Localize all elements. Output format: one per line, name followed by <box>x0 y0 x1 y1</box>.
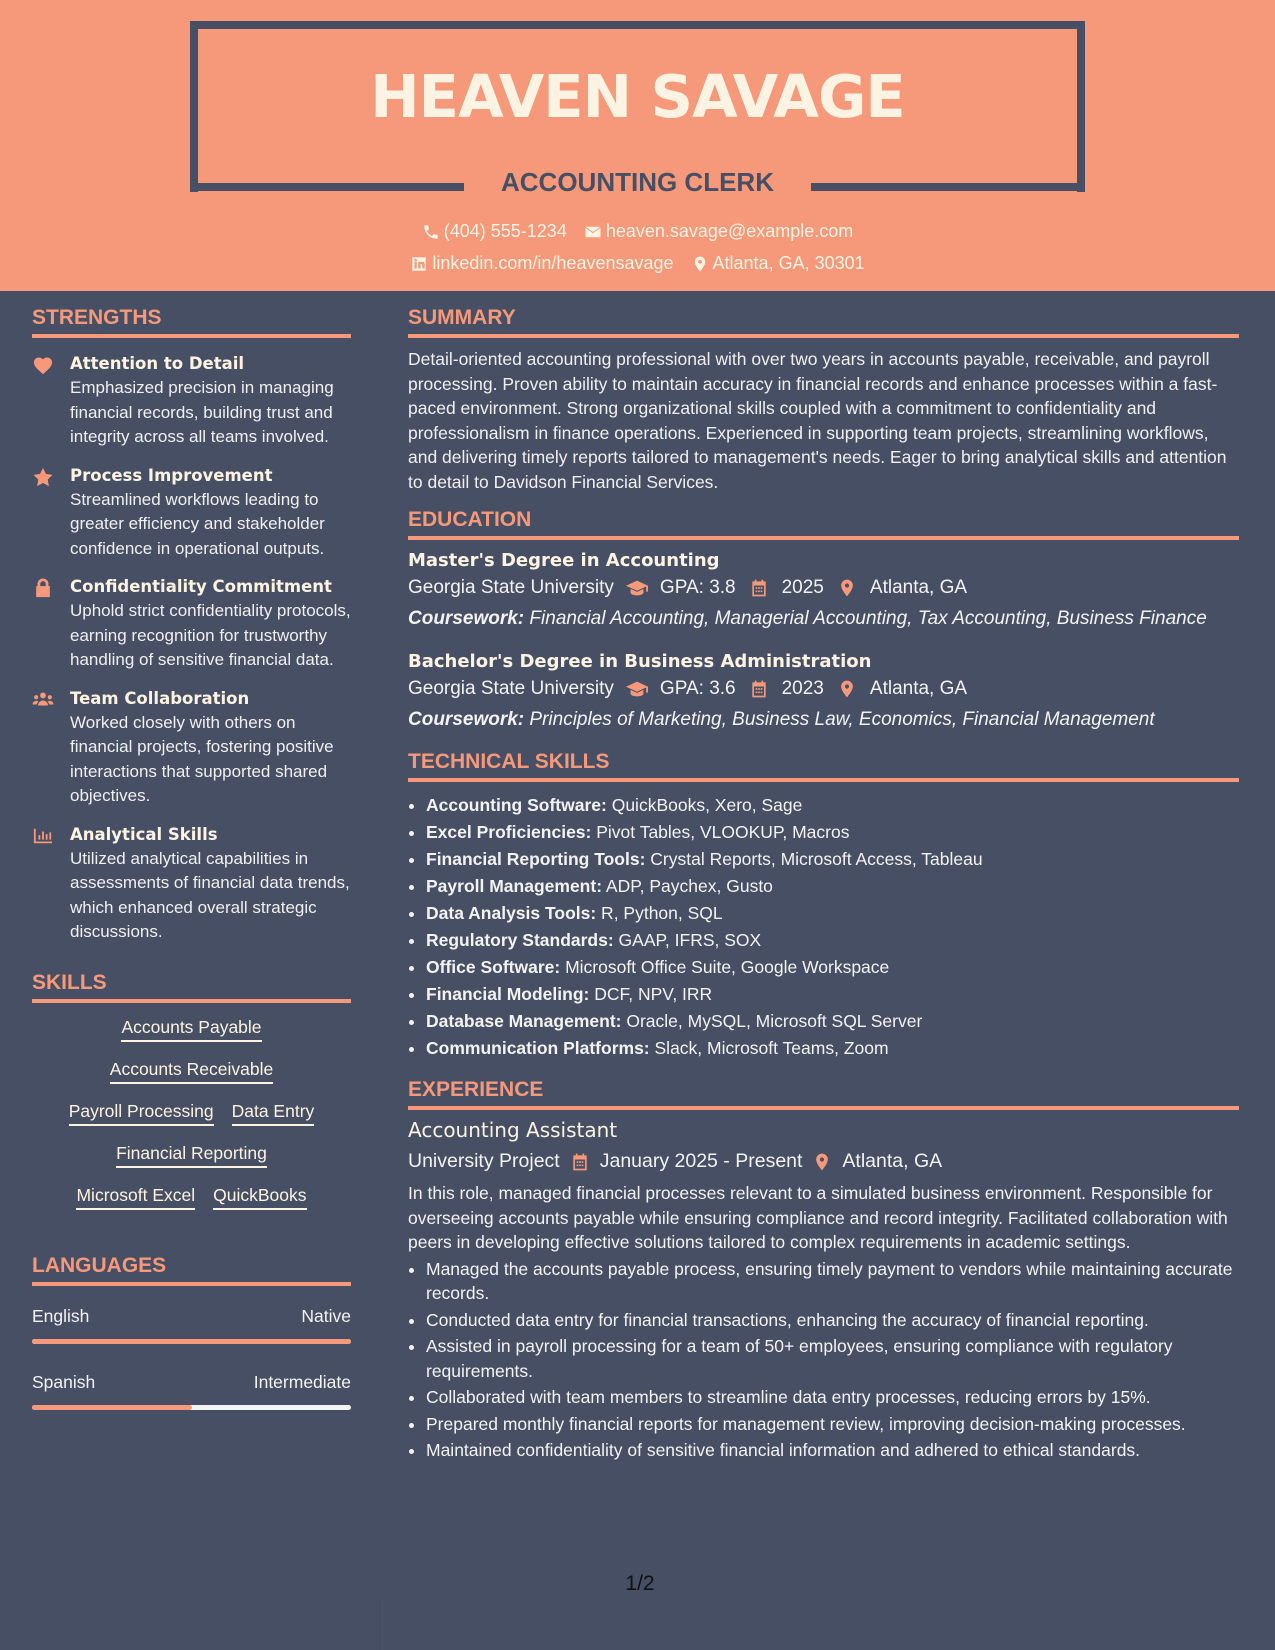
skill-row <box>32 1185 351 1210</box>
language-name: Spanish <box>32 1371 96 1392</box>
coursework-text: Financial Accounting, Managerial Accounting, Tax Accounting, Business Finance <box>524 608 1207 629</box>
language-bar <box>32 1405 351 1410</box>
lock-icon <box>32 578 54 598</box>
job-title: ACCOUNTING CLERK <box>501 167 774 197</box>
strength-title: Confidentiality Commitment <box>70 577 332 596</box>
school-name: Georgia State University <box>408 678 614 699</box>
technical-skills-heading: TECHNICAL SKILLS <box>408 750 1239 782</box>
language-level: Intermediate <box>253 1371 351 1392</box>
coursework-label: Coursework: <box>408 709 525 730</box>
skills-list <box>32 1017 351 1210</box>
skill-row <box>32 1143 351 1168</box>
location-contact <box>691 253 865 274</box>
languages-heading: LANGUAGES <box>32 1254 351 1286</box>
education-heading: EDUCATION <box>408 508 1239 540</box>
left-column <box>32 306 351 1410</box>
chart-icon <box>32 826 54 846</box>
list-item: • Assisted in payroll processing for a team of 50+ employees, ensuring compliance with regulatory requirements. <box>426 1334 1239 1383</box>
phone-icon <box>422 223 440 241</box>
gpa: GPA: 3.6 <box>659 678 736 699</box>
skills-heading: SKILLS <box>32 971 351 1003</box>
skill-tag: QuickBooks <box>213 1185 306 1210</box>
degree-title: Bachelor's Degree in Business Administration <box>408 651 872 672</box>
technical-skills-list <box>408 792 1239 1062</box>
education-meta <box>408 577 1239 599</box>
skill-tag: Microsoft Excel <box>76 1185 195 1210</box>
contact-row-2 <box>0 253 1275 278</box>
strength-title: Process Improvement <box>70 465 273 485</box>
strength-title: Attention to Detail <box>70 354 245 373</box>
page-number: 1/2 <box>625 1572 655 1595</box>
job-location: Atlanta, GA <box>842 1150 943 1172</box>
list-item: • Accounting Software: QuickBooks, Xero, Sage <box>426 792 1239 819</box>
star-icon <box>32 467 54 487</box>
language-bar <box>32 1339 351 1344</box>
language-item <box>32 1306 351 1344</box>
list-item: • Maintained confidentiality of sensitive financial information and adhered to ethical standards. <box>426 1438 1239 1463</box>
location-text: Atlanta, GA, 30301 <box>712 253 865 273</box>
right-column <box>408 306 1239 1465</box>
experience-heading: EXPERIENCE <box>408 1078 1239 1110</box>
strength-text: Uphold strict confidentiality protocols, earning recognition for trustworthy handling of sensitive financial data. <box>70 601 351 669</box>
language-bar-fill <box>32 1339 351 1344</box>
education-item <box>408 651 1239 732</box>
email-text: heaven.savage@example.com <box>605 221 854 241</box>
graduation-year: 2023 <box>781 678 824 699</box>
list-item: • Prepared monthly financial reports for management review, improving decision-making processes. <box>426 1412 1239 1437</box>
list-item: • Data Analysis Tools: R, Python, SQL <box>426 900 1239 927</box>
linkedin-contact[interactable] <box>410 253 673 274</box>
calendar-icon <box>748 578 770 598</box>
frame-bottom-left <box>190 183 464 191</box>
role-title: Accounting Assistant <box>408 1118 618 1142</box>
skill-tag: Financial Reporting <box>116 1143 267 1168</box>
school-name: Georgia State University <box>408 577 614 598</box>
list-item: • Communication Platforms: Slack, Microsoft Teams, Zoom <box>426 1035 1239 1062</box>
language-name: English <box>32 1305 90 1326</box>
users-icon <box>32 690 54 710</box>
map-pin-icon <box>691 255 709 273</box>
skill-row <box>32 1101 351 1126</box>
strengths-heading: STRENGTHS <box>32 306 351 338</box>
skill-tag: Accounts Payable <box>121 1017 261 1042</box>
strength-item <box>32 823 351 945</box>
list-item: • Regulatory Standards: GAAP, IFRS, SOX <box>426 927 1239 954</box>
skill-tag: Payroll Processing <box>69 1101 214 1126</box>
resume-header <box>0 0 1275 291</box>
skill-row <box>32 1017 351 1042</box>
envelope-icon <box>584 223 602 241</box>
list-item: • Excel Proficiencies: Pivot Tables, VLOOKUP, Macros <box>426 819 1239 846</box>
strength-text: Emphasized precision in managing financial records, building trust and integrity across all teams involved. <box>70 378 334 446</box>
list-item: • Database Management: Oracle, MySQL, Microsoft SQL Server <box>426 1008 1239 1035</box>
gpa: GPA: 3.8 <box>659 577 736 598</box>
calendar-icon <box>748 679 770 699</box>
strength-item <box>32 687 351 809</box>
coursework-label: Coursework: <box>408 608 525 629</box>
strength-item <box>32 575 351 673</box>
calendar-icon <box>570 1152 590 1172</box>
language-level: Native <box>301 1305 351 1326</box>
language-bar-fill <box>32 1405 192 1410</box>
coursework-text: Principles of Marketing, Business Law, Economics, Financial Management <box>524 709 1155 730</box>
experience-bullets <box>408 1257 1239 1463</box>
phone-contact[interactable] <box>422 221 567 242</box>
school-location: Atlanta, GA <box>869 577 968 598</box>
date-range: January 2025 - Present <box>599 1150 803 1172</box>
strength-text: Utilized analytical capabilities in assessments of financial data trends, which enhanced overall strategic discussions. <box>70 848 350 941</box>
summary-text: Detail-oriented accounting professional with over two years in accounts payable, receivable, and payroll processing. Proven ability to maintain accuracy in financial records and enhance processes within a fast-paced environment. Strong organizational skills coupled with a commitment to confidentiality and professionalism in finance operations. Experienced in supporting team projects, streamlining workflows, and delivering timely reports tailored to management's needs. Eager to bring analytical skills and attention to detail to Davidson Financial Services. <box>408 349 1227 492</box>
experience-description: In this role, managed financial processes relevant to a simulated business environment. Responsible for overseeing accounts payable while ensuring compliance and record integrity. Facilitated collaboration with peers in developing effective solutions tailored to complex requirements in academic settings. <box>408 1183 1228 1252</box>
strength-text: Streamlined workflows leading to greater efficiency and stakeholder confidence in operational outputs. <box>70 489 325 558</box>
frame-bottom-right <box>811 183 1085 191</box>
strength-title: Analytical Skills <box>70 824 218 844</box>
list-item: • Conducted data entry for financial transactions, enhancing the accuracy of financial reporting. <box>426 1308 1239 1333</box>
list-item: • Payroll Management: ADP, Paychex, Gusto <box>426 873 1239 900</box>
skill-tag: Data Entry <box>232 1101 315 1126</box>
phone-text: (404) 555-1234 <box>443 221 567 241</box>
experience-meta <box>408 1150 1239 1173</box>
list-item: • Managed the accounts payable process, ensuring timely payment to vendors while maintaining accurate records. <box>426 1257 1239 1306</box>
linkedin-text: linkedin.com/in/heavensavage <box>432 253 674 273</box>
graduation-year: 2025 <box>781 577 824 598</box>
skill-row <box>32 1059 351 1084</box>
strength-text: Worked closely with others on financial projects, fostering positive interactions that supported shared objectives. <box>70 712 334 805</box>
summary-heading: SUMMARY <box>408 306 1239 338</box>
candidate-name: HEAVEN SAVAGE <box>370 62 905 131</box>
strength-item <box>32 352 351 450</box>
list-item: • Financial Modeling: DCF, NPV, IRR <box>426 981 1239 1008</box>
graduation-cap-icon <box>626 578 648 598</box>
linkedin-icon <box>410 255 428 273</box>
degree-title: Master's Degree in Accounting <box>408 550 720 571</box>
language-item <box>32 1372 351 1410</box>
map-pin-icon <box>812 1152 832 1172</box>
list-item: • Financial Reporting Tools: Crystal Reports, Microsoft Access, Tableau <box>426 846 1239 873</box>
heart-icon <box>32 355 54 375</box>
column-divider <box>382 1600 383 1650</box>
email-contact[interactable] <box>584 221 853 242</box>
education-meta <box>408 678 1239 700</box>
map-pin-icon <box>836 679 858 699</box>
strength-item <box>32 464 351 562</box>
map-pin-icon <box>836 578 858 598</box>
graduation-cap-icon <box>626 679 648 699</box>
strength-title: Team Collaboration <box>70 688 250 708</box>
skill-tag: Accounts Receivable <box>110 1059 273 1084</box>
school-location: Atlanta, GA <box>869 678 968 699</box>
organization: University Project <box>408 1150 560 1172</box>
coursework <box>408 708 1239 732</box>
list-item: • Office Software: Microsoft Office Suite, Google Workspace <box>426 954 1239 981</box>
experience-item <box>408 1118 1239 1463</box>
list-item: • Collaborated with team members to streamline data entry processes, reducing errors by 15%. <box>426 1385 1239 1410</box>
coursework <box>408 607 1239 631</box>
contact-row-1 <box>0 221 1275 246</box>
education-item <box>408 550 1239 631</box>
